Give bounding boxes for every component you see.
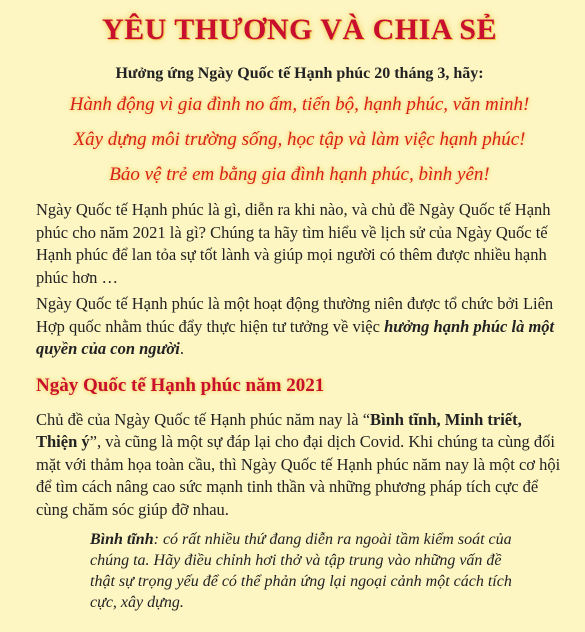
paragraph-intro: Ngày Quốc tế Hạnh phúc là gì, diễn ra khi nào, và chủ đề Ngày Quốc tế Hạnh phúc cho năm 2021 là gì? Chúng ta hãy tìm hiểu về lịch sử của Ngày Quốc tế Hạnh phúc để lan tỏa sự tốt lành và giúp mọi người có thêm được nhiều hạnh phúc hơn … bbox=[36, 200, 551, 287]
paragraph-definition-end: . bbox=[179, 339, 185, 358]
paragraph-theme-after: ”, và cũng là một sự đáp lại cho đại dịch Covid. Khi chúng ta cùng đối mặt với thảm họa toàn cầu, thì Ngày Quốc tế Hạnh phúc năm nay là một cơ hội để tìm cách nâng cao sức mạnh tinh thần và những phương pháp tích cực để cùng chăm sóc giúp đỡ nhau. bbox=[36, 432, 561, 519]
slogan-3: Bảo vệ trẻ em bằng gia đình hạnh phúc, bình yên! bbox=[109, 164, 490, 185]
page-title: YÊU THƯƠNG VÀ CHIA SẺ bbox=[101, 13, 498, 46]
slogan-2: Xây dựng môi trường sống, học tập và làm việc hạnh phúc! bbox=[73, 129, 526, 150]
quote-text: : có rất nhiều thứ đang diễn ra ngoài tầm kiểm soát của chúng ta. Hãy điều chỉnh hơi thở và tập trung vào những vấn đề thật sự trọng yếu để có thể phản ứng lại ngoại cảnh một cách tích cực, xây dựng. bbox=[90, 531, 512, 611]
paragraph-definition bbox=[36, 293, 563, 361]
slogan-1: Hành động vì gia đình no ấm, tiến bộ, hạnh phúc, văn minh! bbox=[69, 94, 530, 115]
paragraph-definition-text: Ngày Quốc tế Hạnh phúc là một hoạt động thường niên được tổ chức bởi Liên Hợp quốc nhằm thúc đẩy thực hiện tư tưởng về việc bbox=[36, 294, 554, 336]
paragraph-theme bbox=[36, 409, 563, 522]
quote-block bbox=[90, 529, 530, 613]
intro-line: Hưởng ứng Ngày Quốc tế Hạnh phúc 20 tháng 3, hãy: bbox=[115, 65, 484, 82]
paragraph-theme-before: Chủ đề của Ngày Quốc tế Hạnh phúc năm nay là “ bbox=[36, 409, 371, 429]
section-heading: Ngày Quốc tế Hạnh phúc năm 2021 bbox=[36, 374, 325, 396]
quote-term: Bình tĩnh bbox=[90, 531, 154, 548]
paragraph-definition-emphasis: hưởng hạnh phúc là một quyền của con người bbox=[36, 316, 555, 358]
paragraph-theme-name: Bình tĩnh, Minh triết, Thiện ý bbox=[36, 409, 522, 451]
